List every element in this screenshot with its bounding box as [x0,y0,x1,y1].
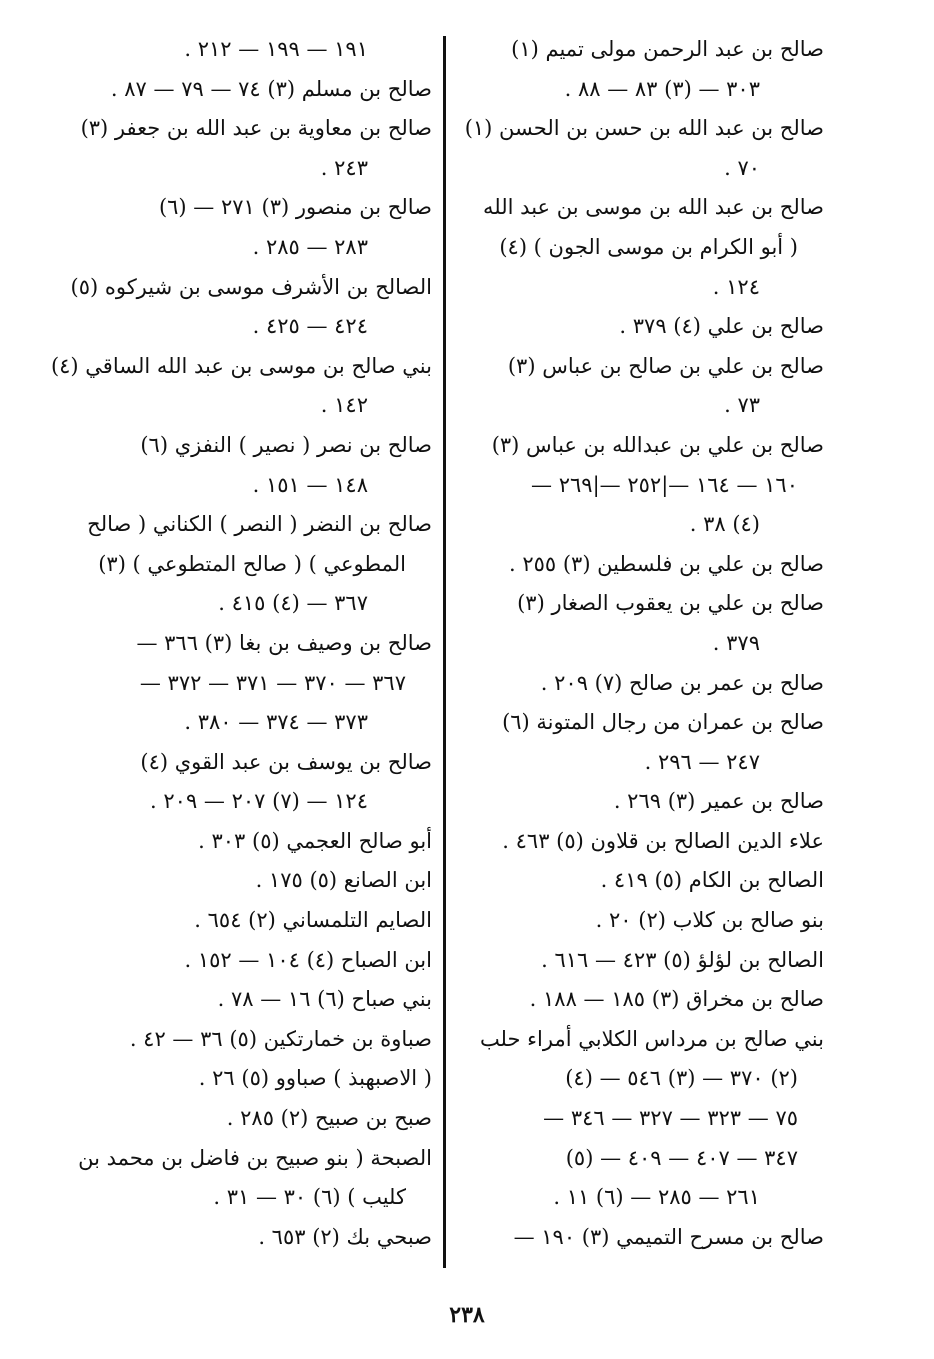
index-entry-continuation: (٢) ٣٧٠ — (٣) ٥٤٦ — (٤) [565,1066,798,1091]
index-entry: الصالح بن لؤلؤ (٥) ٤٢٣ — ٦١٦ . [541,947,824,972]
index-entry-continuation: ٢٤٧ — ٢٩٦ . [644,749,760,774]
index-entry: صالح بن علي بن صالح بن عباس (٣) [507,353,824,378]
index-entry: صالح بن مخراق (٣) ١٨٥ — ١٨٨ . [529,987,824,1012]
index-column-right [454,30,824,1257]
index-entry-continuation: ١٤٨ — ١٥١ . [252,472,368,497]
index-entry: صالح بن منصور (٣) ٢٧١ — (٦) [158,195,432,220]
index-entry: صبحي بك (٢) ٦٥٣ . [258,1224,432,1249]
index-entry-continuation: ٣٠٣ — (٣) ٨٣ — ٨٨ . [564,76,760,101]
index-entry-continuation: ٣٦٧ — (٤) ٤١٥ . [218,591,368,616]
index-entry-continuation: ١٢٤ — (٧) ٢٠٧ — ٢٠٩ . [150,789,368,814]
index-entry: صالح بن عبد الرحمن مولى تميم (١) [511,37,824,61]
index-entry-continuation: ٢٤٣ . [320,155,368,180]
index-entry-continuation: ٧٥ — ٣٢٣ — ٣٢٧ — ٣٤٦ — [543,1106,798,1131]
index-entry: صالح بن نصر ( نصير ) النفزي (٦) [140,432,432,457]
index-entry-continuation: ٧٣ . [724,393,760,418]
index-entry-continuation: ١٢٤ . [712,274,760,299]
index-entry-continuation: ٧٠ . [724,155,760,180]
index-entry: أبو صالح العجمي (٥) ٣٠٣ . [198,828,432,853]
index-entry: صالح بن علي بن يعقوب الصغار (٣) [517,591,824,616]
index-entry: صالح بن عبد الله بن موسى بن عبد الله [483,195,824,220]
index-entry-continuation: ٣٧٣ — ٣٧٤ — ٣٨٠ . [184,710,368,735]
index-entry: صالح بن عمران من رجال المتونة (٦) [502,710,824,735]
page-number: ٢٣٨ [449,1302,485,1328]
index-entry-continuation: ٣٤٧ — ٤٠٧ — ٤٠٩ — (٥) [565,1145,798,1170]
index-entry: صالح بن يوسف بن عبد القوي (٤) [140,749,432,774]
index-entry: صالح بن النضر ( النصر ) الكناني ( صالح [87,512,432,537]
index-entry-continuation: ( أبو الكرام بن موسى الجون ) (٤) [499,234,798,259]
index-entry: صالح بن وصيف بن بغا (٣) ٣٦٦ — [136,630,432,655]
index-entry: علاء الدين الصالح بن قلاون (٥) ٤٦٣ . [502,828,824,853]
index-entry-continuation: ٣٦٧ — ٣٧٠ — ٣٧١ — ٣٧٢ — [139,670,406,695]
index-entry: صالح بن مسلم (٣) ٧٤ — ٧٩ — ٨٧ . [110,76,432,101]
index-entry-continuation: ٣٧٩ . [712,630,760,655]
index-entry-continuation: المطوعي ) ( صالح المتطوعي ) (٣) [98,551,406,576]
index-entry: بنو صالح بن كلاب (٢) ٢٠ . [595,908,824,933]
index-entry: الصالح بن الأشرف موسى بن شيركوه (٥) [70,274,432,299]
index-entry-continuation: كليب ) (٦) ٣٠ — ٣١ . [213,1185,406,1210]
index-entry: صالح بن علي بن عبدالله بن عباس (٣) [491,432,824,457]
index-entry: ( الاصبهبذ ) صباوو (٥) ٢٦ . [198,1066,432,1091]
index-entry: صالح بن عمير (٣) ٢٦٩ . [613,789,824,814]
index-entry-continuation: ١٤٢ . [320,393,368,418]
index-entry: صالح بن علي (٤) ٣٧٩ . [619,314,824,339]
index-entry-continuation: ١٦٠ — ١٦٤ —|٢٥٢ —|٢٦٩ — [531,472,798,497]
index-entry-continuation: ١٩١ — ١٩٩ — ٢١٢ . [184,37,368,61]
index-entry: بني صباح (٦) ١٦ — ٧٨ . [217,987,432,1012]
index-entry: صالح بن مسرح التميمي (٣) ١٩٠ — [513,1224,824,1249]
index-column-left [50,30,432,1257]
index-entry: صبح بن صبيح (٢) ٢٨٥ . [226,1106,432,1131]
column-divider [443,36,446,1268]
index-entry: ابن الصانع (٥) ١٧٥ . [255,868,432,893]
index-entry-continuation: ٢٦١ — ٢٨٥ — (٦) ١١ . [553,1185,760,1210]
index-entry: الصايم التلمساني (٢) ٦٥٤ . [194,908,432,933]
index-entry: بني صالح بن موسى بن عبد الله الساقي (٤) [50,353,432,378]
index-entry: الصالح بن الكام (٥) ٤١٩ . [600,868,824,893]
index-entry: صالح بن علي بن فلسطين (٣) ٢٥٥ . [508,551,824,576]
index-entry: ابن الصباح (٤) ١٠٤ — ١٥٢ . [184,947,432,972]
index-entry-continuation: (٤) ٣٨ . [689,512,760,537]
index-entry-continuation: ٢٨٣ — ٢٨٥ . [252,234,368,259]
index-entry: صالح بن معاوية بن عبد الله بن جعفر (٣) [80,116,432,141]
index-entry: صالح بن عبد الله بن حسن بن الحسن (١) [464,116,824,141]
index-entry: الصبحة ( بنو صبيح بن فاضل بن محمد بن [78,1145,432,1170]
index-entry: بني صالح بن مرداس الكلابي أمراء حلب [479,1026,824,1051]
index-entry: صالح بن عمر بن صالح (٧) ٢٠٩ . [540,670,824,695]
index-entry-continuation: ٤٢٤ — ٤٢٥ . [252,314,368,339]
index-entry: صباوة بن خمارتكين (٥) ٣٦ — ٤٢ . [129,1026,432,1051]
